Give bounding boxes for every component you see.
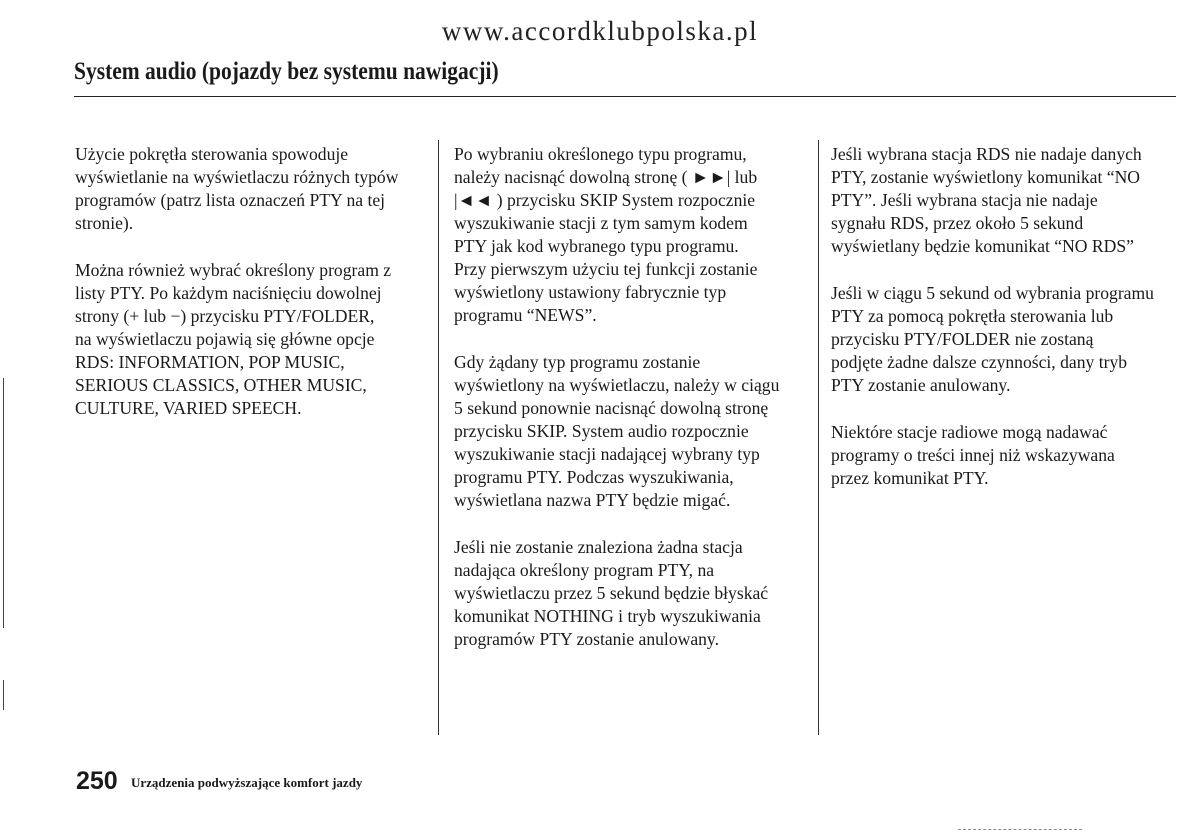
paragraph: Jeśli nie zostanie znaleziona żadna stacja nadająca określony program PTY, na wyświetlaczu przez 5 sekund będzie błyskać komunikat NOTHING i tryb wyszukiwania programów PTY zostanie anulowany. — [454, 537, 769, 649]
paragraph: Można również wybrać określony program z listy PTY. Po każdym naciśnięciu dowolnej strony (+ lub −) przycisku PTY/FOLDER, na wyświetlaczu pojawią się główne opcje RDS: INFORMATION, POP MUSIC, SERIOUS CLASSICS, OTHER MUSIC, CULTURE, VARIED SPEECH. — [75, 260, 392, 418]
page-edge-mark — [3, 378, 4, 628]
paragraph: Niektóre stacje radiowe mogą nadawać programy o treści innej niż wskazywana przez komunikat PTY. — [831, 422, 1115, 488]
paragraph: Jeśli w ciągu 5 sekund od wybrania programu PTY za pomocą pokrętła sterowania lub przycisku PTY/FOLDER nie zostaną podjęte żadne dalsze czynności, dany tryb PTY zostanie anulowany. — [831, 283, 1154, 395]
paragraph: Gdy żądany typ programu zostanie wyświetlony na wyświetlaczu, należy w ciągu 5 sekund ponownie nacisnąć dowolną stronę przycisku SKIP. System audio rozpocznie wyszukiwanie stacji nadającej wybrany typ programu PTY. Podczas wyszukiwania, wyświetlana nazwa PTY będzie migać. — [454, 352, 780, 510]
corner-mark — [958, 829, 1082, 830]
column-divider — [438, 140, 439, 735]
page-number: 250 — [76, 767, 118, 795]
text-column-1 — [75, 143, 430, 444]
footer-section-name: Urządzenia podwyższające komfort jazdy — [131, 775, 363, 790]
page-edge-mark — [3, 680, 4, 710]
text-column-2 — [454, 143, 804, 675]
paragraph: Użycie pokrętła sterowania spowoduje wyświetlanie na wyświetlaczu różnych typów programów (patrz lista oznaczeń PTY na tej stronie). — [75, 144, 399, 233]
page-title: System audio (pojazdy bez systemu nawigacji) — [74, 58, 499, 85]
paragraph: Po wybraniu określonego typu programu, należy nacisnąć dowolną stronę ( ►►| lub |◄◄ ) przycisku SKIP System rozpocznie wyszukiwanie stacji z tym samym kodem PTY jak kod wybranego typu programu. Przy pierwszym użyciu tej funkcji zostanie wyświetlony ustawiony fabrycznie typ programu “NEWS”. — [454, 144, 758, 325]
paragraph: Jeśli wybrana stacja RDS nie nadaje danych PTY, zostanie wyświetlony komunikat “NO PTY”. Jeśli wybrana stacja nie nadaje sygnału RDS, przez około 5 sekund wyświetlany będzie komunikat “NO RDS” — [831, 144, 1142, 256]
column-divider — [818, 140, 819, 735]
text-column-3 — [831, 143, 1181, 514]
title-rule — [74, 96, 1176, 97]
site-url: www.accordklubpolska.pl — [441, 16, 759, 46]
